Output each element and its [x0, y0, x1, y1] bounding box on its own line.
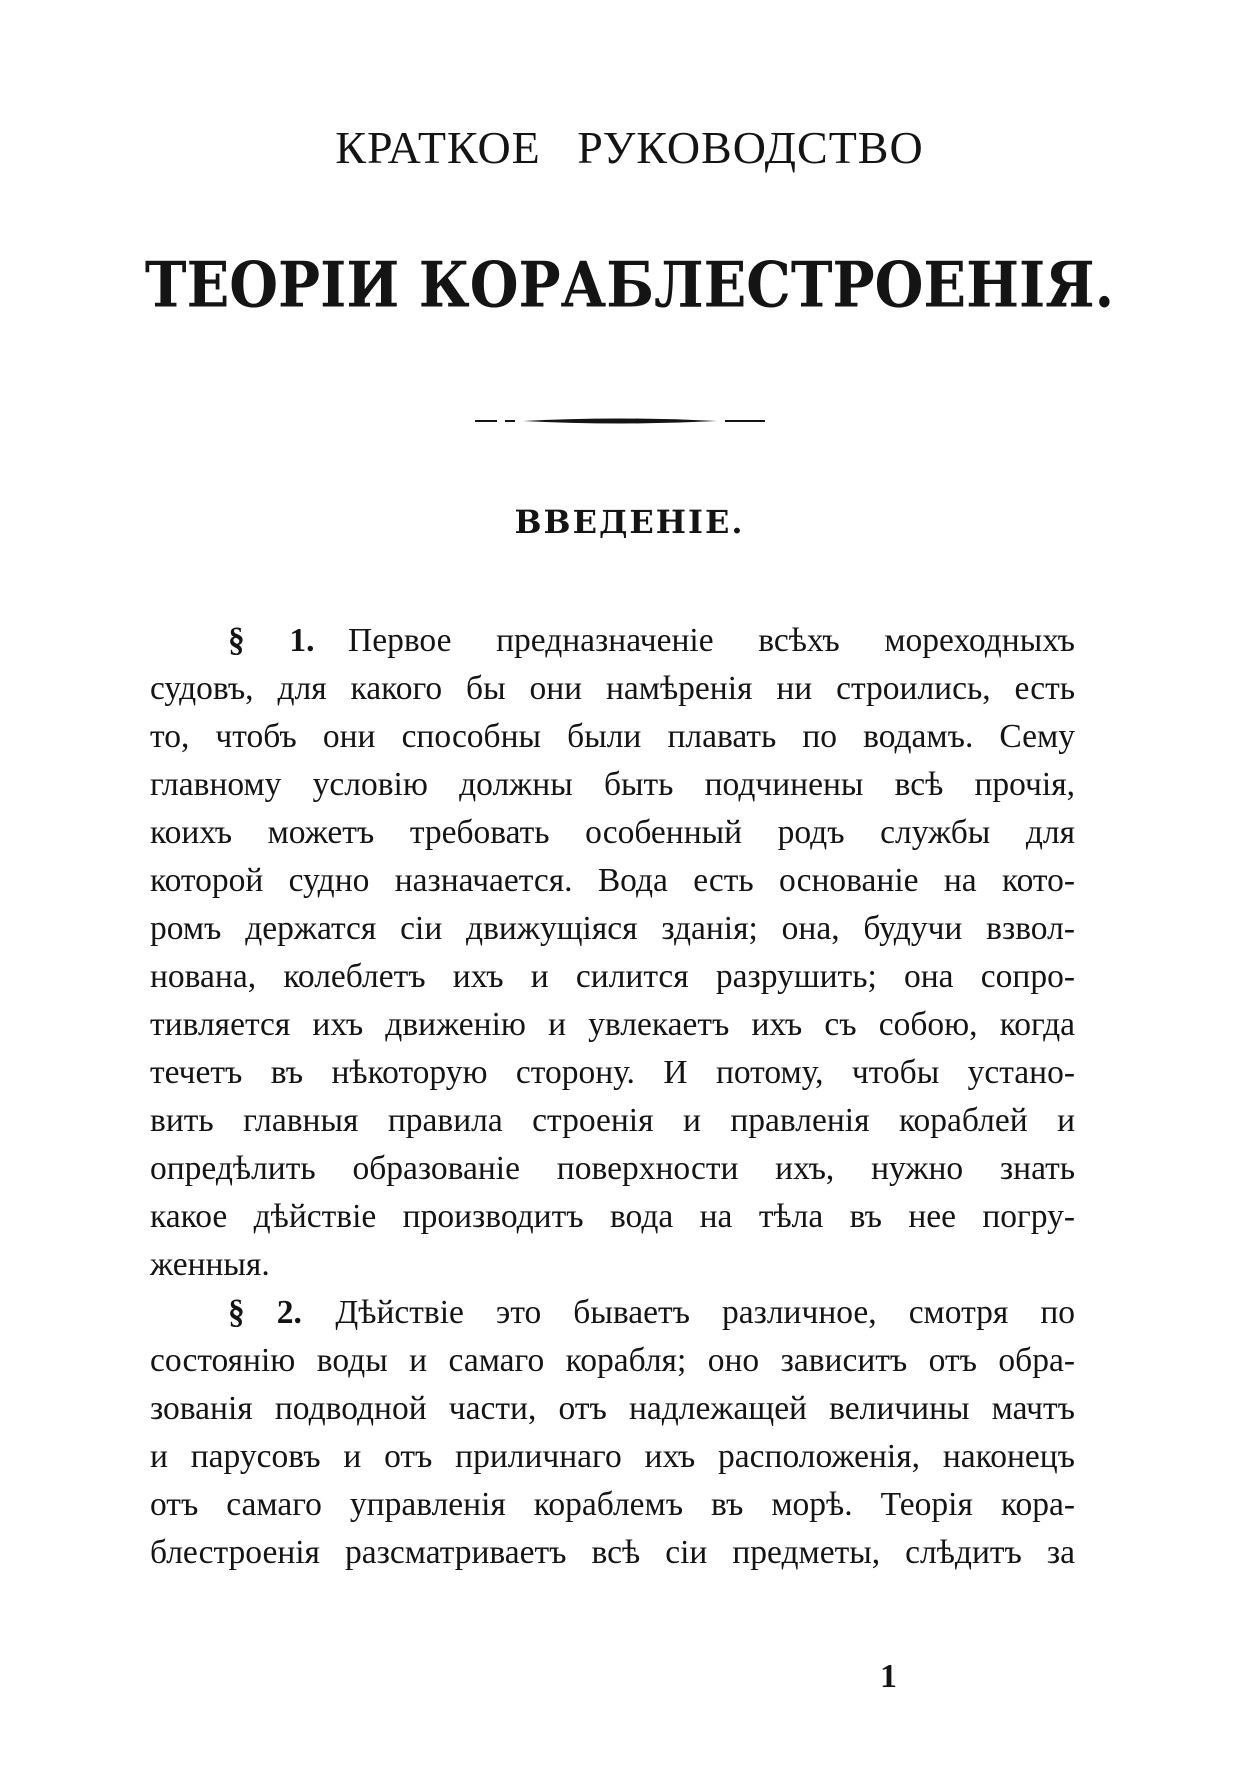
text-line: отъ самаго управленія кораблемъ въ морѣ. Теорія кора-	[150, 1486, 1075, 1523]
page-number: 1	[880, 1658, 897, 1695]
text-line: блестроенія разсматриваетъ всѣ сіи предметы, слѣдитъ за	[150, 1534, 1075, 1571]
text-line: течетъ въ нѣкоторую сторону. И потому, чтобы устано-	[150, 1054, 1075, 1091]
text-line-content: Первое предназначеніе всѣхъ мореходныхъ	[348, 622, 1075, 659]
text-line: коихъ можетъ требовать особенный родъ службы для	[150, 814, 1075, 851]
text-line: тивляется ихъ движенію и увлекаетъ ихъ съ собою, когда	[150, 1006, 1075, 1043]
paragraph	[150, 617, 1075, 1289]
text-line-content: Дѣйствіе это бываетъ различное, смотря по	[335, 1294, 1075, 1331]
text-line: ромъ держатся сіи движущіяся зданія; она, будучи взвол-	[150, 910, 1075, 947]
text-line: вить главныя правила строенія и правленія кораблей и	[150, 1102, 1075, 1139]
section-heading: ВВЕДЕНІЕ.	[514, 503, 745, 541]
text-line: судовъ, для какого бы они намѣренія ни строились, есть	[150, 670, 1075, 707]
text-line: какое дѣйствіе производитъ вода на тѣла въ нее погру-	[150, 1198, 1075, 1235]
text-line: главному условію должны быть подчинены всѣ прочія,	[150, 766, 1075, 803]
text-line: которой судно назначается. Вода есть основаніе на кото-	[150, 862, 1075, 899]
text-line	[150, 617, 1075, 665]
text-line: то, чтобъ они способны были плавать по водамъ. Сему	[150, 718, 1075, 755]
section-mark: § 2.	[228, 1294, 302, 1331]
book-title: ТЕОРІИ КОРАБЛЕСТРОЕНІЯ.	[144, 248, 1115, 322]
text-line: опредѣлить образованіе поверхности ихъ, нужно знать	[150, 1150, 1075, 1187]
ornament-divider	[475, 416, 765, 426]
pretitle: КРАТКОЕ РУКОВОДСТВО	[335, 122, 924, 173]
text-line: женныя.	[150, 1246, 270, 1283]
text-line	[150, 1289, 1075, 1337]
text-line: состоянію воды и самаго корабля; оно зависитъ отъ обра-	[150, 1342, 1075, 1379]
section-mark: § 1.	[228, 622, 315, 659]
body-text	[150, 617, 1075, 1577]
text-line: зованія подводной части, отъ надлежащей величины мачтъ	[150, 1390, 1075, 1427]
text-line: нована, колеблетъ ихъ и силится разрушить; она сопро-	[150, 958, 1075, 995]
text-line: и парусовъ и отъ приличнаго ихъ расположенія, наконецъ	[150, 1438, 1075, 1475]
paragraph	[150, 1289, 1075, 1577]
